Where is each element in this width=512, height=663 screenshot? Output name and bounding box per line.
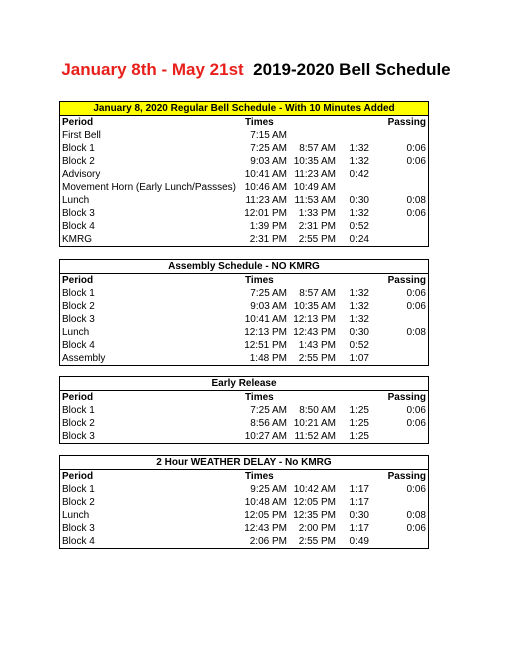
start-time-cell: 12:05 PM: [244, 510, 287, 521]
start-time-cell: 10:27 AM: [244, 431, 287, 442]
period-cell: Block 1: [62, 288, 95, 299]
duration-cell: 1:32: [349, 156, 369, 167]
duration-cell: 0:52: [349, 340, 369, 351]
start-time-cell: 12:01 PM: [244, 208, 287, 219]
end-time-cell: 2:00 PM: [298, 523, 336, 534]
end-time-cell: 1:43 PM: [298, 340, 336, 351]
table-row: [60, 194, 428, 207]
table-row: [60, 430, 428, 443]
passing-cell: 0:06: [406, 208, 426, 219]
end-time-cell: 11:52 AM: [294, 431, 336, 442]
period-cell: Block 4: [62, 221, 95, 232]
period-cell: Block 3: [62, 523, 95, 534]
period-cell: Block 2: [62, 301, 95, 312]
start-time-cell: 9:25 AM: [250, 484, 287, 495]
table-row: [60, 326, 428, 339]
period-cell: Block 2: [62, 497, 95, 508]
passing-cell: 0:06: [406, 484, 426, 495]
table-row: [60, 483, 428, 496]
duration-cell: 1:25: [349, 405, 369, 416]
period-cell: Block 1: [62, 484, 95, 495]
duration-cell: 1:25: [349, 418, 369, 429]
period-column-header: Period: [62, 117, 94, 128]
duration-cell: 1:32: [349, 208, 369, 219]
times-column-header: Times: [245, 392, 274, 403]
duration-cell: 0:49: [349, 536, 369, 547]
period-cell: Block 4: [62, 536, 95, 547]
table-row: [60, 496, 428, 509]
table-row: [60, 129, 428, 142]
period-cell: Block 1: [62, 405, 95, 416]
regular-schedule-table: [59, 101, 429, 247]
duration-cell: 0:30: [349, 195, 369, 206]
early-release-table: [59, 376, 429, 444]
duration-cell: 1:32: [349, 301, 369, 312]
end-time-cell: 12:13 PM: [293, 314, 336, 325]
start-time-cell: 10:41 AM: [244, 169, 287, 180]
period-cell: Lunch: [62, 510, 90, 521]
passing-cell: 0:06: [406, 523, 426, 534]
title-name: 2019-2020 Bell Schedule: [253, 60, 451, 79]
duration-cell: 1:17: [349, 523, 369, 534]
end-time-cell: 8:57 AM: [299, 288, 336, 299]
period-column-header: Period: [62, 392, 94, 403]
start-time-cell: 10:48 AM: [244, 497, 287, 508]
end-time-cell: 2:31 PM: [298, 221, 336, 232]
passing-cell: 0:06: [406, 418, 426, 429]
duration-cell: 0:24: [349, 234, 369, 245]
start-time-cell: 1:39 PM: [249, 221, 287, 232]
start-time-cell: 7:15 AM: [250, 130, 287, 141]
end-time-cell: 8:57 AM: [299, 143, 336, 154]
period-cell: First Bell: [62, 130, 101, 141]
end-time-cell: 2:55 PM: [298, 353, 336, 364]
start-time-cell: 12:13 PM: [244, 327, 287, 338]
table-row: [60, 220, 428, 233]
duration-cell: 0:42: [349, 169, 369, 180]
period-cell: Block 4: [62, 340, 95, 351]
table-row: [60, 168, 428, 181]
end-time-cell: 11:23 AM: [294, 169, 336, 180]
period-cell: Assembly: [62, 353, 106, 364]
table-heading: 2 Hour WEATHER DELAY - No KMRG: [60, 456, 428, 470]
times-column-header: Times: [245, 117, 274, 128]
end-time-cell: 8:50 AM: [299, 405, 336, 416]
duration-cell: 0:30: [349, 510, 369, 521]
start-time-cell: 9:03 AM: [250, 156, 287, 167]
passing-cell: 0:06: [406, 301, 426, 312]
start-time-cell: 2:31 PM: [249, 234, 287, 245]
title-dates: January 8th - May 21st: [61, 60, 244, 79]
period-cell: Block 2: [62, 156, 95, 167]
passing-cell: 0:06: [406, 143, 426, 154]
table-row: [60, 155, 428, 168]
period-cell: KMRG: [62, 234, 92, 245]
table-row: [60, 313, 428, 326]
assembly-schedule-table: [59, 259, 429, 366]
period-column-header: Period: [62, 471, 94, 482]
passing-cell: 0:06: [406, 288, 426, 299]
start-time-cell: 11:23 AM: [245, 195, 287, 206]
period-cell: Lunch: [62, 195, 90, 206]
start-time-cell: 10:41 AM: [244, 314, 287, 325]
start-time-cell: 7:25 AM: [250, 288, 287, 299]
period-cell: Block 3: [62, 208, 95, 219]
start-time-cell: 12:43 PM: [244, 523, 287, 534]
weather-delay-table: [59, 455, 429, 549]
table-row: [60, 233, 428, 246]
page-title: [0, 60, 512, 80]
end-time-cell: 10:49 AM: [293, 182, 336, 193]
table-header-row: [60, 470, 428, 483]
table-heading: Early Release: [60, 377, 428, 391]
start-time-cell: 10:46 AM: [244, 182, 287, 193]
end-time-cell: 12:43 PM: [293, 327, 336, 338]
table-heading: Assembly Schedule - NO KMRG: [60, 260, 428, 274]
table-row: [60, 287, 428, 300]
duration-cell: 0:30: [349, 327, 369, 338]
end-time-cell: 10:35 AM: [293, 156, 336, 167]
end-time-cell: 12:05 PM: [293, 497, 336, 508]
table-row: [60, 522, 428, 535]
period-cell: Movement Horn (Early Lunch/Passses): [62, 182, 236, 193]
start-time-cell: 12:51 PM: [244, 340, 287, 351]
period-cell: Block 1: [62, 143, 95, 154]
end-time-cell: 2:55 PM: [298, 536, 336, 547]
end-time-cell: 2:55 PM: [298, 234, 336, 245]
period-cell: Lunch: [62, 327, 90, 338]
start-time-cell: 7:25 AM: [250, 143, 287, 154]
period-cell: Block 3: [62, 431, 95, 442]
passing-column-header: Passing: [387, 117, 426, 128]
period-cell: Block 3: [62, 314, 95, 325]
table-row: [60, 509, 428, 522]
duration-cell: 0:52: [349, 221, 369, 232]
passing-column-header: Passing: [387, 471, 426, 482]
end-time-cell: 12:35 PM: [293, 510, 336, 521]
end-time-cell: 11:53 AM: [294, 195, 336, 206]
end-time-cell: 1:33 PM: [298, 208, 336, 219]
duration-cell: 1:07: [349, 353, 369, 364]
start-time-cell: 1:48 PM: [249, 353, 287, 364]
duration-cell: 1:17: [349, 484, 369, 495]
passing-cell: 0:08: [406, 195, 426, 206]
table-header-row: [60, 116, 428, 129]
passing-cell: 0:08: [406, 327, 426, 338]
table-row: [60, 404, 428, 417]
duration-cell: 1:32: [349, 288, 369, 299]
period-column-header: Period: [62, 275, 94, 286]
end-time-cell: 10:35 AM: [293, 301, 336, 312]
table-row: [60, 142, 428, 155]
end-time-cell: 10:21 AM: [293, 418, 336, 429]
table-row: [60, 535, 428, 548]
period-cell: Advisory: [62, 169, 101, 180]
end-time-cell: 10:42 AM: [293, 484, 336, 495]
duration-cell: 1:17: [349, 497, 369, 508]
duration-cell: 1:25: [349, 431, 369, 442]
table-row: [60, 339, 428, 352]
period-cell: Block 2: [62, 418, 95, 429]
table-heading: January 8, 2020 Regular Bell Schedule - With 10 Minutes Added: [60, 102, 428, 116]
passing-cell: 0:08: [406, 510, 426, 521]
passing-cell: 0:06: [406, 405, 426, 416]
passing-column-header: Passing: [387, 275, 426, 286]
start-time-cell: 8:56 AM: [250, 418, 287, 429]
times-column-header: Times: [245, 471, 274, 482]
table-header-row: [60, 391, 428, 404]
table-row: [60, 352, 428, 365]
table-row: [60, 181, 428, 194]
table-row: [60, 207, 428, 220]
passing-column-header: Passing: [387, 392, 426, 403]
start-time-cell: 7:25 AM: [250, 405, 287, 416]
passing-cell: 0:06: [406, 156, 426, 167]
table-header-row: [60, 274, 428, 287]
start-time-cell: 2:06 PM: [249, 536, 287, 547]
duration-cell: 1:32: [349, 314, 369, 325]
start-time-cell: 9:03 AM: [250, 301, 287, 312]
table-row: [60, 417, 428, 430]
table-row: [60, 300, 428, 313]
times-column-header: Times: [245, 275, 274, 286]
duration-cell: 1:32: [349, 143, 369, 154]
